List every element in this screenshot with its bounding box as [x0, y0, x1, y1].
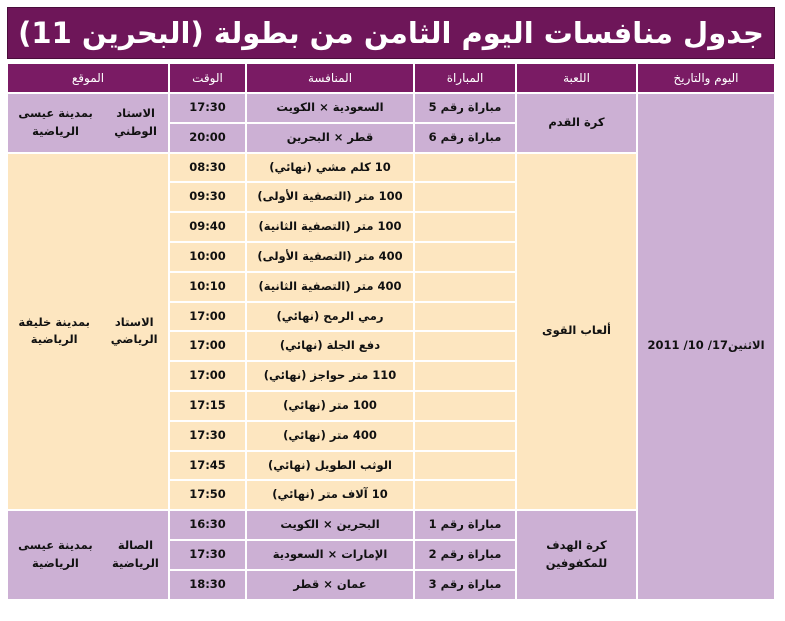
location-national-stadium [7, 93, 169, 153]
day-date-cell [637, 93, 775, 600]
competition-cell: البحرين × الكويت [246, 510, 414, 540]
match-cell-empty [414, 451, 516, 481]
sport-athletics: ألعاب القوى [516, 153, 637, 511]
competition-cell: دفع الجلة (نهائي) [246, 331, 414, 361]
location-khalifa-stadium-line2: بمدينة خليفة الرياضية [18, 314, 90, 347]
time-cell: 16:30 [169, 510, 246, 540]
location-national-stadium-line2: بمدينة عيسى الرياضية [18, 105, 93, 138]
match-cell-empty [414, 272, 516, 302]
time-cell: 17:00 [169, 331, 246, 361]
match-cell: مباراة رقم 2 [414, 540, 516, 570]
competition-cell: 400 متر (نهائي) [246, 421, 414, 451]
time-cell: 17:30 [169, 93, 246, 123]
location-sports-hall [7, 510, 169, 599]
match-cell: مباراة رقم 1 [414, 510, 516, 540]
competition-cell: 100 متر (نهائي) [246, 391, 414, 421]
match-cell-empty [414, 153, 516, 183]
header-sport: اللعبة [516, 63, 637, 93]
match-cell-empty [414, 182, 516, 212]
schedule-table [7, 63, 775, 609]
time-cell: 17:50 [169, 480, 246, 510]
match-cell-empty [414, 331, 516, 361]
competition-cell: رمي الرمح (نهائي) [246, 302, 414, 332]
time-cell: 20:00 [169, 123, 246, 153]
header-time: الوقت [169, 63, 246, 93]
time-cell: 09:40 [169, 212, 246, 242]
match-cell-empty [414, 361, 516, 391]
page-title: جدول منافسات اليوم الثامن من بطولة (البحرين 11) [7, 7, 775, 59]
location-khalifa-stadium [7, 153, 169, 511]
match-cell-empty [414, 421, 516, 451]
time-cell: 17:30 [169, 540, 246, 570]
competition-cell: السعودية × الكويت [246, 93, 414, 123]
sport-football: كرة القدم [516, 93, 637, 153]
competition-cell: عمان × قطر [246, 570, 414, 600]
match-cell-empty [414, 391, 516, 421]
competition-cell: 100 متر (التصفية الثانية) [246, 212, 414, 242]
time-cell: 17:30 [169, 421, 246, 451]
header-competition: المنافسة [246, 63, 414, 93]
time-cell: 17:00 [169, 302, 246, 332]
day-date-line1: الاثنين [727, 338, 765, 353]
match-cell: مباراة رقم 6 [414, 123, 516, 153]
competition-cell: 400 متر (التصفية الثانية) [246, 272, 414, 302]
header-day-date: اليوم والتاريخ [637, 63, 775, 93]
time-cell: 08:30 [169, 153, 246, 183]
match-cell: مباراة رقم 5 [414, 93, 516, 123]
competition-cell: 100 متر (التصفية الأولى) [246, 182, 414, 212]
competition-cell: الإمارات × السعودية [246, 540, 414, 570]
location-sports-hall-line1: الصالة الرياضية [112, 538, 159, 570]
match-cell: مباراة رقم 3 [414, 570, 516, 600]
competition-cell: 400 متر (التصفية الأولى) [246, 242, 414, 272]
time-cell: 09:30 [169, 182, 246, 212]
time-cell: 17:00 [169, 361, 246, 391]
time-cell: 10:10 [169, 272, 246, 302]
competition-cell: 110 متر حواجز (نهائي) [246, 361, 414, 391]
match-cell-empty [414, 212, 516, 242]
day-date-line2: 17/ 10/ 2011 [647, 338, 728, 353]
sport-goalball: كرة الهدف للمكفوفين [516, 510, 637, 599]
match-cell-empty [414, 242, 516, 272]
time-cell: 18:30 [169, 570, 246, 600]
time-cell: 10:00 [169, 242, 246, 272]
match-cell-empty [414, 302, 516, 332]
competition-cell: قطر × البحرين [246, 123, 414, 153]
header-match: المباراة [414, 63, 516, 93]
competition-cell: الوثب الطويل (نهائي) [246, 451, 414, 481]
header-location: الموقع [7, 63, 169, 93]
location-national-stadium-line1: الاستاد الوطني [114, 105, 157, 138]
competition-cell: 10 آلاف متر (نهائي) [246, 480, 414, 510]
competition-cell: 10 كلم مشي (نهائي) [246, 153, 414, 183]
time-cell: 17:15 [169, 391, 246, 421]
location-khalifa-stadium-line1: الاستاد الرياضي [110, 314, 158, 347]
match-cell-empty [414, 480, 516, 510]
time-cell: 17:45 [169, 451, 246, 481]
location-sports-hall-line2: بمدينة عيسى الرياضية [18, 538, 93, 570]
